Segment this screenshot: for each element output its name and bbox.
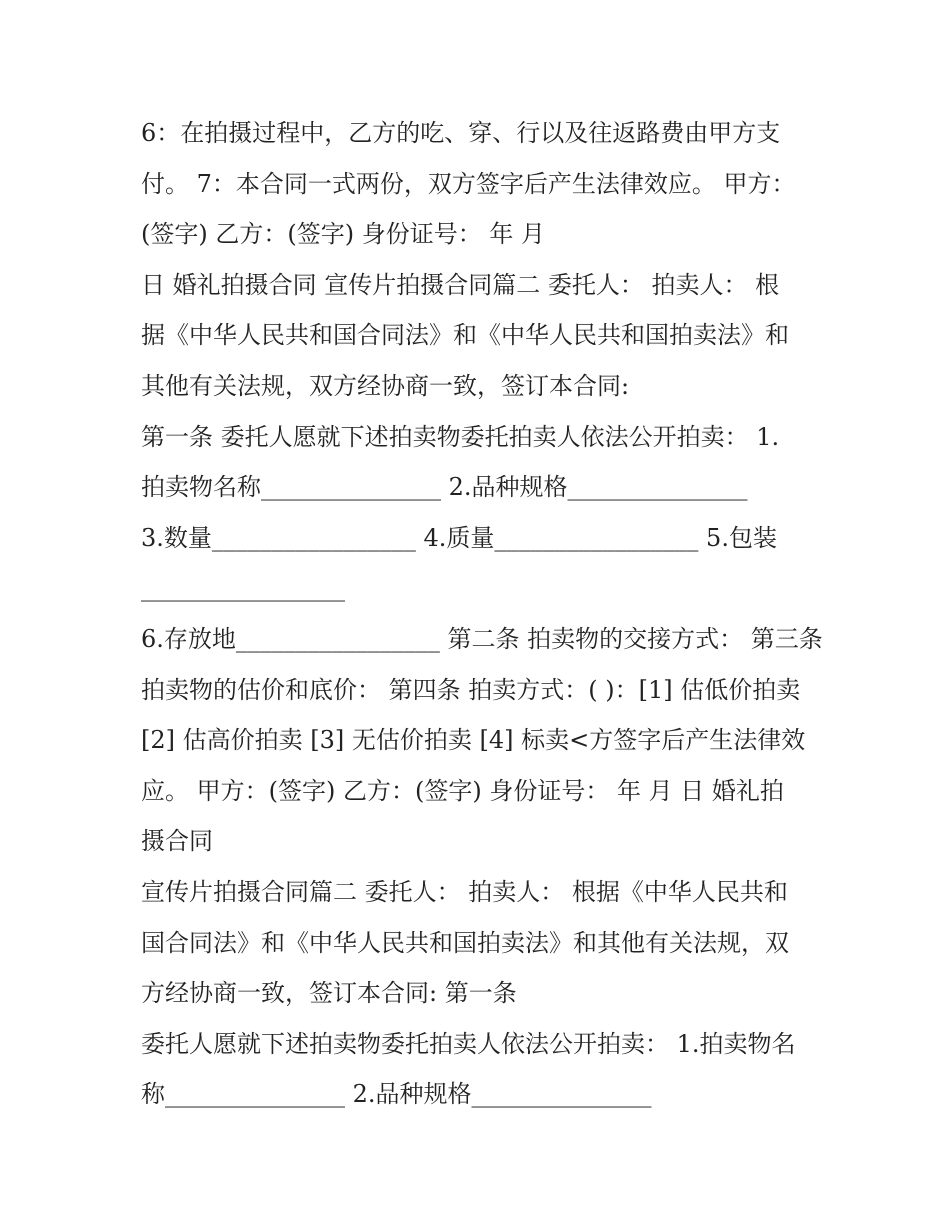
text-line: _________________ <box>141 574 345 603</box>
text-line: 6：在拍摄过程中，乙方的吃、穿、行以及往返路费由甲方支 <box>141 119 781 147</box>
text-line: (签字) 乙方：(签字) 身份证号： 年 月 <box>141 220 545 249</box>
text-line: 日 婚礼拍摄合同 宣传片拍摄合同篇二 委托人： 拍卖人： 根 <box>141 270 780 299</box>
text-line: 称_______________ 2.品种规格_______________ <box>141 1080 652 1109</box>
text-line: 宣传片拍摄合同篇二 委托人： 拍卖人： 根据《中华人民共和 <box>141 877 788 906</box>
text-line: 国合同法》和《中华人民共和国拍卖法》和其他有关法规，双 <box>141 928 789 957</box>
text-line: 6.存放地_________________ 第二条 拍卖物的交接方式： 第三条 <box>141 624 823 653</box>
text-line: 付。 7：本合同一式两份，双方签字后产生法律效应。 甲方： <box>141 169 796 198</box>
text-line: [2] 估高价拍卖 [3] 无估价拍卖 [4] 标卖<方签字后产生法律效 <box>141 726 806 755</box>
text-line: 据《中华人民共和国合同法》和《中华人民共和国拍卖法》和 <box>141 321 789 350</box>
document-body <box>141 108 821 1120</box>
text-line: 应。 甲方：(签字) 乙方：(签字) 身份证号： 年 月 日 婚礼拍 <box>141 776 784 805</box>
text-line: 方经协商一致，签订本合同: 第一条 <box>141 979 517 1008</box>
text-line: 拍卖物的估价和底价： 第四条 拍卖方式：( )：[1] 估低价拍卖 <box>141 675 801 704</box>
text-line: 摄合同 <box>141 827 213 856</box>
text-line: 拍卖物名称_______________ 2.品种规格_______________ <box>141 473 748 502</box>
text-line: 其他有关法规，双方经协商一致，签订本合同: <box>141 371 630 400</box>
text-line: 第一条 委托人愿就下述拍卖物委托拍卖人依法公开拍卖： 1. <box>141 422 780 451</box>
text-line: 委托人愿就下述拍卖物委托拍卖人依法公开拍卖： 1.拍卖物名 <box>141 1029 796 1058</box>
text-line: 3.数量_________________ 4.质量_________________ 5.包装 <box>141 523 777 552</box>
